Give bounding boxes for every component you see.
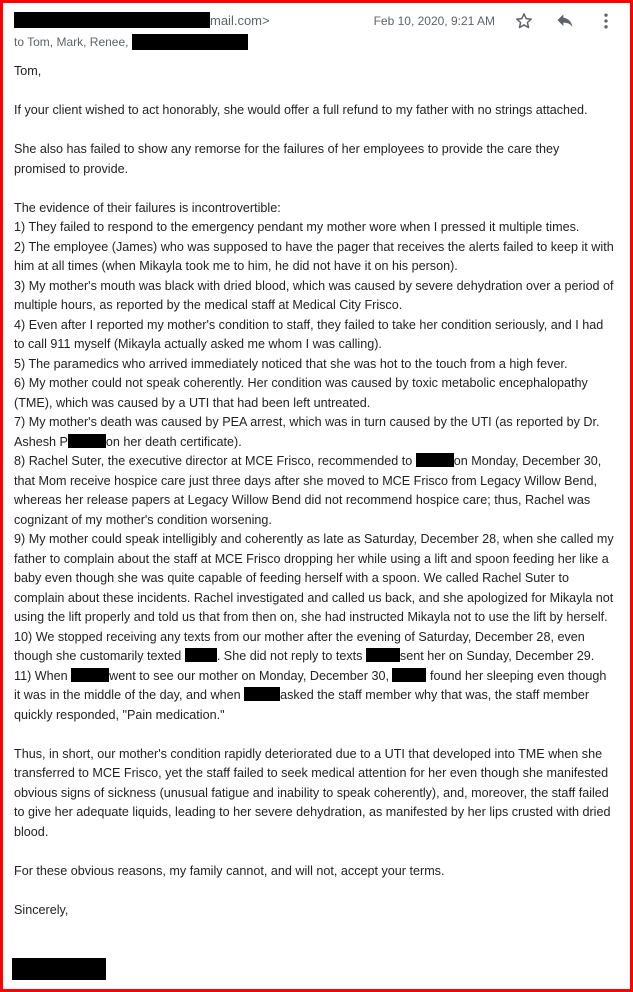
item-11-text-c: found her sleeping even though it was in the middle of the day, and when xyxy=(14,668,607,702)
redacted-sender-name xyxy=(14,12,210,28)
reply-icon[interactable] xyxy=(554,10,576,32)
item-10-text-c: sent her on Sunday, December 29. xyxy=(399,649,595,663)
item-10-text-b: . She did not reply to texts xyxy=(216,649,363,663)
item-10-text-a: 10) We stopped receiving any texts from our mother after the evening of Saturday, December 28, even though she customarily texted xyxy=(14,629,585,663)
evidence-item-4: 4) Even after I reported my mother's condition to staff, they failed to take her condition seriously, and I had to call 911 myself (Mikayla actually asked me whom I was calling). xyxy=(14,317,604,351)
evidence-item-2: 2) The employee (James) who was supposed to have the pager that receives the alerts failed to keep it with him at all times (when Mikayla took me to him, he did not have it on his person). xyxy=(14,239,614,273)
evidence-item-1: 1) They failed to respond to the emergency pendant my mother wore when I pressed it multiple times. xyxy=(14,220,580,234)
item-7-text-b: on her death certificate). xyxy=(105,434,242,449)
item-8-text-b: on Monday, December 30, that Mom receive hospice care just three days after she moved to MCE Frisco from Legacy Willow Bend, whereas her release papers at Legacy Willow Bend did not recommend hospice care; thus, Rachel was cognizant of my mother's condition worsening. xyxy=(14,454,602,527)
evidence-item-3: 3) My mother's mouth was black with dried blood, which was caused by severe dehydration over a period of multiple hours, as reported by the medical staff at Medical City Frisco. xyxy=(14,278,614,312)
redacted-signature xyxy=(12,958,106,980)
redacted-name xyxy=(185,648,217,662)
email-date: Feb 10, 2020, 9:21 AM xyxy=(373,14,495,28)
evidence-item-7 xyxy=(14,413,614,452)
item-8-text-a: 8) Rachel Suter, the executive director at MCE Frisco, recommended to xyxy=(14,454,413,468)
paragraph-remorse: She also has failed to show any remorse for the failures of her employees to provide the care they promised to provide. xyxy=(14,142,560,176)
item-11-text-d: asked the staff member why that was, the staff member quickly responded, "Pain medication." xyxy=(14,688,590,722)
redacted-name xyxy=(366,648,400,662)
item-11-text-a: 11) When xyxy=(14,668,68,683)
email-header xyxy=(14,12,619,56)
redacted-name xyxy=(416,453,454,467)
paragraph-conclusion: For these obvious reasons, my family cannot, and will not, accept your terms. xyxy=(14,863,445,878)
redacted-recipient xyxy=(132,34,248,50)
star-icon[interactable] xyxy=(513,10,535,32)
sender xyxy=(14,12,270,32)
evidence-item-6: 6) My mother could not speak coherently. Her condition was caused by toxic metabolic encephalopathy (TME), which was caused by a UTI that had been left untreated. xyxy=(14,376,588,410)
redacted-name xyxy=(71,668,109,682)
redacted-name xyxy=(68,434,106,448)
closing: Sincerely, xyxy=(14,902,69,917)
recipients[interactable] xyxy=(14,34,248,50)
more-vert-icon[interactable] xyxy=(595,10,617,32)
redacted-name xyxy=(244,687,280,701)
recipients-label: to Tom, Mark, Renee, xyxy=(14,35,129,49)
evidence-item-9: 9) My mother could speak intelligibly and coherently as late as Saturday, December 28, when she called my father to complain about the staff at MCE Frisco dropping her while using a lift and spoon feeding her like a baby even though she was quite capable of feeding herself with a spoon. We called Rachel Suter to complain about these incidents. Rachel investigated and called us back, and she apologized for Mikayla not using the lift properly and told us that from then on, she had instructed Mikayla not to use the lift by herself. xyxy=(14,532,614,624)
evidence-item-5: 5) The paramedics who arrived immediately noticed that she was hot to the touch from a high fever. xyxy=(14,356,568,371)
evidence-item-8 xyxy=(14,452,614,530)
evidence-item-10 xyxy=(14,628,614,667)
paragraph-summary: Thus, in short, our mother's condition rapidly deteriorated due to a UTI that developed into TME when she transferred to MCE Frisco, yet the staff failed to seek medical attention for her even though she manifested obvious signs of sickness (unusual fatigue and inability to speak coherently), and, moreover, the staff failed to give her adequate liquids, leading to her severe dehydration, as manifested by her lips crusted with dried blood. xyxy=(14,746,611,839)
paragraph-refund: If your client wished to act honorably, she would offer a full refund to my father with no strings attached. xyxy=(14,103,588,117)
item-11-text-b: went to see our mother on Monday, December 30, xyxy=(109,668,389,683)
item-7-text-a: 7) My mother's death was caused by PEA arrest, which was in turn caused by the UTI (as reported by Dr. Ashesh P xyxy=(14,415,600,449)
evidence-item-11 xyxy=(14,667,614,726)
redacted-name xyxy=(392,668,426,682)
greeting: Tom, xyxy=(14,64,42,78)
sender-email-suffix: mail.com> xyxy=(210,13,270,28)
email-body xyxy=(14,62,614,920)
evidence-intro: The evidence of their failures is incontrovertible: xyxy=(14,200,281,215)
